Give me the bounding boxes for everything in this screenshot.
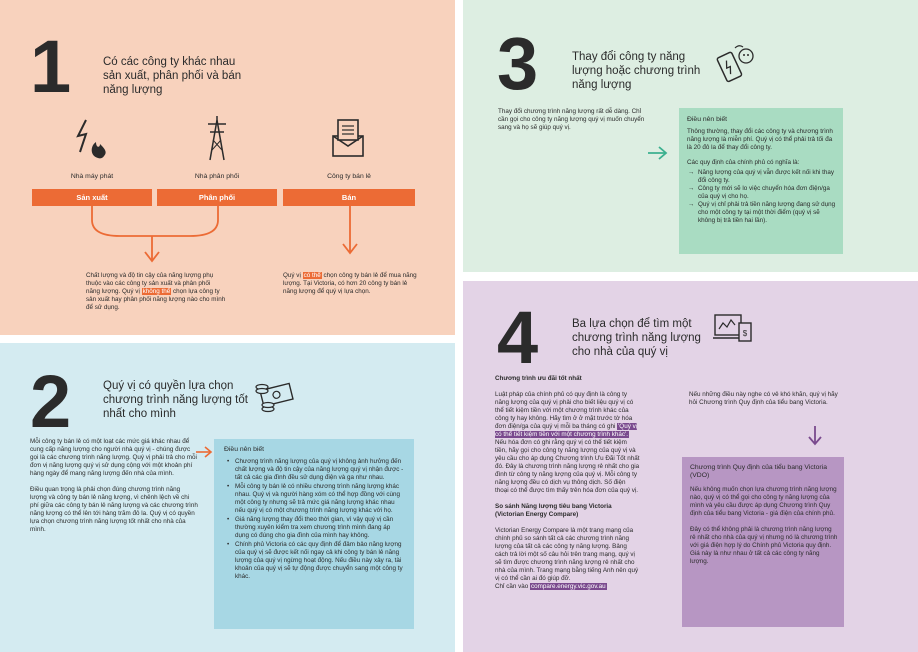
box-title: Điều nên biết — [687, 116, 728, 123]
list-item: • Giá năng lượng thay đổi theo thời gian, vì vậy quý vị cần thường xuyên kiểm tra xem chương trình mình đang áp dụng có đúng cho gia đình của mình hay không. — [235, 516, 406, 540]
tips-box — [214, 439, 414, 629]
bar-production: Sản xuất — [32, 189, 152, 206]
producer-note: Chất lượng và độ tin cậy của năng lượng phụ thuộc vào các công ty sản xuất và phân phối năng lượng. Quý vị không thể chọn lựa công ty sản xuất hay phân phối năng lượng nào cho mình để sử dụng. — [86, 272, 226, 311]
box-paragraph: Đây có thể không phải là chương trình năng lượng rẻ nhất cho nhà của quý vị nhưng nó là chương trình với giá điện hợp lý do Chính phủ Victoria quy định. Giá này là như nhau ở tất cả các công ty năng lượng. — [690, 526, 838, 565]
section-number: 1 — [30, 25, 72, 108]
list-item: • Chính phủ Victoria có các quy định để đảm bảo năng lượng của quý vị sẽ được kết nối ngay cả khi công ty bán lẻ năng lượng của quý vị ngừng hoạt động. Nếu điều này xảy ra, tài khoản của quý vị sẽ tự động được chuyển sang một công ty khác. — [235, 541, 406, 581]
right-arrow — [648, 146, 668, 160]
laptop-bill-icon — [713, 311, 753, 347]
paragraph-best-offer: Luật pháp của chính phủ có quy định là công ty năng lượng của quý vị phải cho biết liệu quý vị có thể tiết kiệm tiền với một chương trình khác của công ty hay không. Hãy tìm ở ở mặt trước tờ hóa đơn điện/ga của quý vị mỗi ba tháng có ghi 'Quý vị có thể tiết kiệm tiền với một chương trình khác'. Nếu hóa đơn có ghi rằng quý vị có thể tiết kiệm tiền, hãy gọi cho công ty năng lượng của quý vị và yêu cầu cho áp dụng Chương trình Ưu Đãi Tốt nhất đó. Đây là chương trình năng lượng rẻ nhất cho gia đình từ công ty năng lượng của quý vị. Mỗi công ty năng lượng đều có dịch vụ thông dịch. Số điện thoại có thể được tìm thấy trên hóa đơn của quý vị. — [495, 391, 640, 494]
money-coins-icon — [254, 379, 298, 415]
section-2-panel — [0, 343, 455, 652]
label-distributor: Nhà phân phối — [194, 173, 240, 180]
retailer-note: Quý vị có thể chọn công ty bán lẻ để mua năng lượng. Tại Victoria, có hơn 20 công ty bán lẻ năng lượng để quý vị lựa chọn. — [283, 272, 417, 295]
section-1-panel — [0, 0, 455, 335]
label-retailer: Công ty bán lẻ — [327, 173, 371, 180]
section-number: 3 — [497, 22, 539, 105]
bar-retail: Bán — [283, 189, 415, 206]
highlight-cannot: không thể — [142, 288, 171, 295]
list-item: • Mỗi công ty bán lẻ có nhiều chương trình năng lượng khác nhau. Quý vị và người hàng xóm có thể hợp đồng với cùng một công ty nhưng sẽ trả mức giá năng lượng khác nhau nếu quý vị có một chương trình năng lượng khác với họ. — [235, 483, 406, 515]
vdo-box — [682, 457, 844, 627]
box-title: Điều nên biết — [224, 446, 265, 453]
box-title: Chương trình Quy định của tiểu bang Victoria (VDO) — [690, 464, 827, 479]
options-text — [495, 375, 640, 591]
bar-distribution: Phân phối — [157, 189, 277, 206]
bill-envelope-icon — [332, 118, 364, 158]
section-title: Thay đổi công ty năng lượng hoặc chương trình năng lượng — [572, 51, 701, 91]
section-title: Có các công ty khác nhau sản xuất, phân phối và bán năng lượng — [103, 56, 242, 96]
down-arrow — [808, 426, 822, 446]
power-pylon-icon — [206, 116, 228, 162]
box-paragraph: Nếu không muốn chọn lựa chương trình năng lượng nào, quý vị có thể gọi cho công ty năng lượng của mình và yêu cầu được áp dụng Chương trình Quy định của tiểu bang Victoria - giá điện của chính phủ. — [690, 486, 837, 517]
phone-switch-icon — [715, 44, 755, 84]
highlight-save-message: 'Quý vị có thể tiết kiệm tiền với một chương trình khác'. — [495, 423, 638, 438]
right-arrow — [196, 446, 212, 458]
list-item: • Chương trình năng lượng của quý vị không ảnh hưởng đến chất lượng và độ tin cậy của năng lượng quý vị nhận được - tất cả các gia đình đều sử dụng điện và ga như nhau. — [235, 458, 406, 482]
list-item: → Năng lượng của quý vị vẫn được kết nối khi thay đổi công ty. — [698, 169, 837, 185]
highlight-can: có thể — [303, 272, 321, 279]
heading-compare: So sánh Năng lượng tiêu bang Victoria (Victorian Energy Compare) — [495, 503, 612, 518]
box-paragraph: Thông thường, thay đổi các công ty và chương trình năng lượng là miễn phí. Quý vị có thể phải trả tối đa là 20 đô la để thay đổi công ty. — [687, 128, 833, 151]
section-title: Quý vị có quyền lựa chọn chương trình năng lượng tốt nhất cho mình — [103, 380, 248, 420]
paragraph-compare: Victorian Energy Compare là một trang mạng của chính phủ so sánh tất cả các chương trình năng lượng của tất cả các công ty năng lượng. Bảng cách trả lời một số câu hỏi trên trang mạng, quý vị sẽ tìm được chương trình năng lượng rẻ nhất cho nhà của mình. Trang mạng bằng tiếng Anh nên quý vị có thể cần ai đó giúp đỡ. — [495, 527, 639, 582]
down-arrow — [343, 206, 357, 256]
intro-text: Thay đổi chương trình năng lượng rất dễ dàng. Chỉ cần gọi cho công ty năng lượng quý vị muốn chuyển sang và họ sẽ giúp quý vị. — [498, 108, 645, 131]
intro-text: Mỗi công ty bán lẻ có một loạt các mức giá khác nhau để cung cấp năng lượng cho người nhà quý vị - chúng được gọi là các chương trình năng lượng. Quý vị phải trả cho mỗi đơn vị năng lượng quý vị sử dụng cộng với một khoản phí hàng ngày để mang năng lượng đến nhà của mình. Điều quan trọng là phải chọn đúng chương trình năng lượng và công ty bán lẻ năng lượng, vì chênh lệch về chi phí giữa các công ty bán lẻ năng lượng và các chương trình năng lượng có thể lên tới hàng trăm đô la. Quý vị có quyền lựa chọn chương trình năng lượng tốt nhất cho nhà của mình. — [30, 438, 198, 533]
tips-box — [679, 108, 843, 254]
list-item: → Quý vị chỉ phải trả tiền năng lượng đang sử dụng cho một công ty tại một thời điểm (quý vị sẽ không bị trả tiền hai lần). — [698, 201, 837, 225]
box-lead: Các quy định của chính phủ có nghĩa là: — [687, 159, 800, 166]
section-4-panel — [463, 281, 918, 652]
list-item: → Công ty mới sẽ lo việc chuyển hóa đơn điện/ga của quý vị cho họ. — [698, 185, 837, 201]
heading-best-offer: Chương trình ưu đãi tốt nhất — [495, 375, 582, 382]
section-number: 4 — [497, 296, 539, 379]
vdo-intro: Nếu những điều này nghe có vẻ khó khăn, quý vị hãy hỏi Chương trình Quy định của tiểu bang Victoria. — [689, 391, 838, 406]
section-3-panel — [463, 0, 918, 272]
compare-website-link[interactable]: compare.energy.vic.gov.au — [531, 583, 606, 590]
visit-line: Chỉ cần vào compare.energy.vic.gov.au — [495, 583, 606, 590]
svg-text:$: $ — [742, 329, 748, 338]
merge-arrow — [90, 206, 220, 266]
section-title: Ba lựa chọn để tìm một chương trình năng lượng cho nhà của quý vị — [572, 318, 701, 358]
lightning-fire-icon — [76, 118, 114, 160]
label-generator: Nhà máy phát — [70, 173, 114, 180]
section-number: 2 — [30, 360, 72, 443]
